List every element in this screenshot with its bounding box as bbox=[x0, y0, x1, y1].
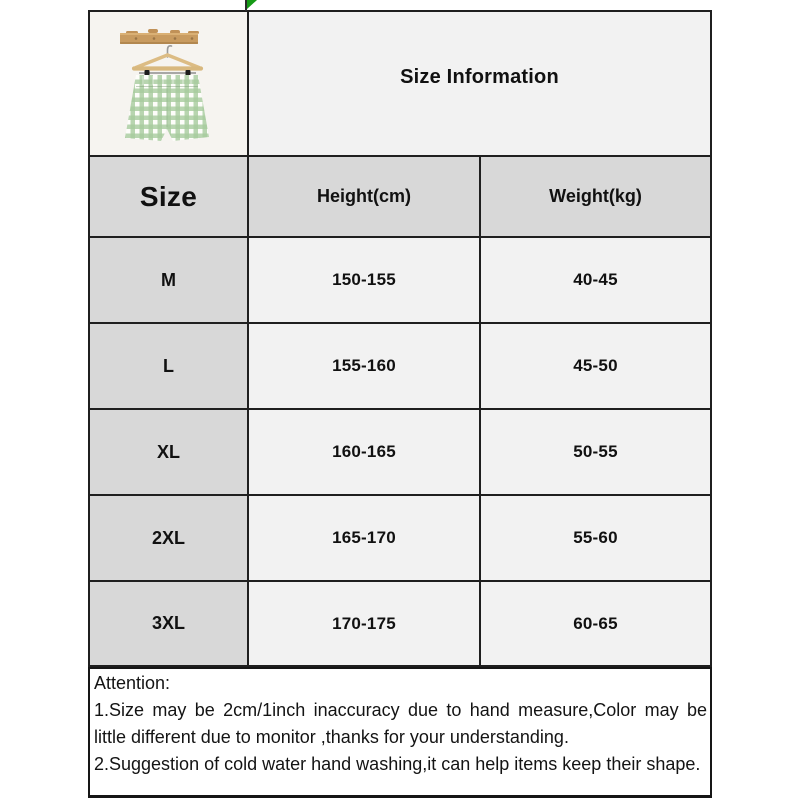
weight-value-xl: 50-55 bbox=[481, 410, 710, 494]
height-value-2xl: 165-170 bbox=[249, 496, 479, 580]
attention-note-1: 1.Size may be 2cm/1inch inaccuracy due to hand measure,Color may be little different due to monitor ,thanks for your understanding. bbox=[94, 700, 707, 747]
weight-value-m: 40-45 bbox=[481, 238, 710, 322]
size-information-title: Size Information bbox=[249, 12, 710, 155]
column-header-size: Size bbox=[90, 157, 247, 236]
height-value-m: 150-155 bbox=[249, 238, 479, 322]
weight-value-2xl: 55-60 bbox=[481, 496, 710, 580]
height-value-3xl: 170-175 bbox=[249, 582, 479, 665]
attention-heading: Attention: bbox=[94, 673, 171, 693]
row-label-xl: XL bbox=[90, 410, 247, 494]
row-label-l: L bbox=[90, 324, 247, 408]
product-photo bbox=[90, 12, 247, 155]
attention-box bbox=[88, 667, 712, 798]
green-corner-marker bbox=[247, 0, 257, 9]
border-tick-artifact bbox=[245, 0, 247, 11]
row-label-3xl: 3XL bbox=[90, 582, 247, 665]
size-information-table bbox=[88, 10, 712, 667]
weight-value-l: 45-50 bbox=[481, 324, 710, 408]
row-label-m: M bbox=[90, 238, 247, 322]
row-label-2xl: 2XL bbox=[90, 496, 247, 580]
column-header-weight: Weight(kg) bbox=[481, 157, 710, 236]
weight-value-3xl: 60-65 bbox=[481, 582, 710, 665]
column-header-height: Height(cm) bbox=[249, 157, 479, 236]
product-photo-illustration bbox=[90, 12, 247, 155]
attention-note-2: 2.Suggestion of cold water hand washing,it can help items keep their shape. bbox=[94, 754, 701, 774]
height-value-l: 155-160 bbox=[249, 324, 479, 408]
height-value-xl: 160-165 bbox=[249, 410, 479, 494]
